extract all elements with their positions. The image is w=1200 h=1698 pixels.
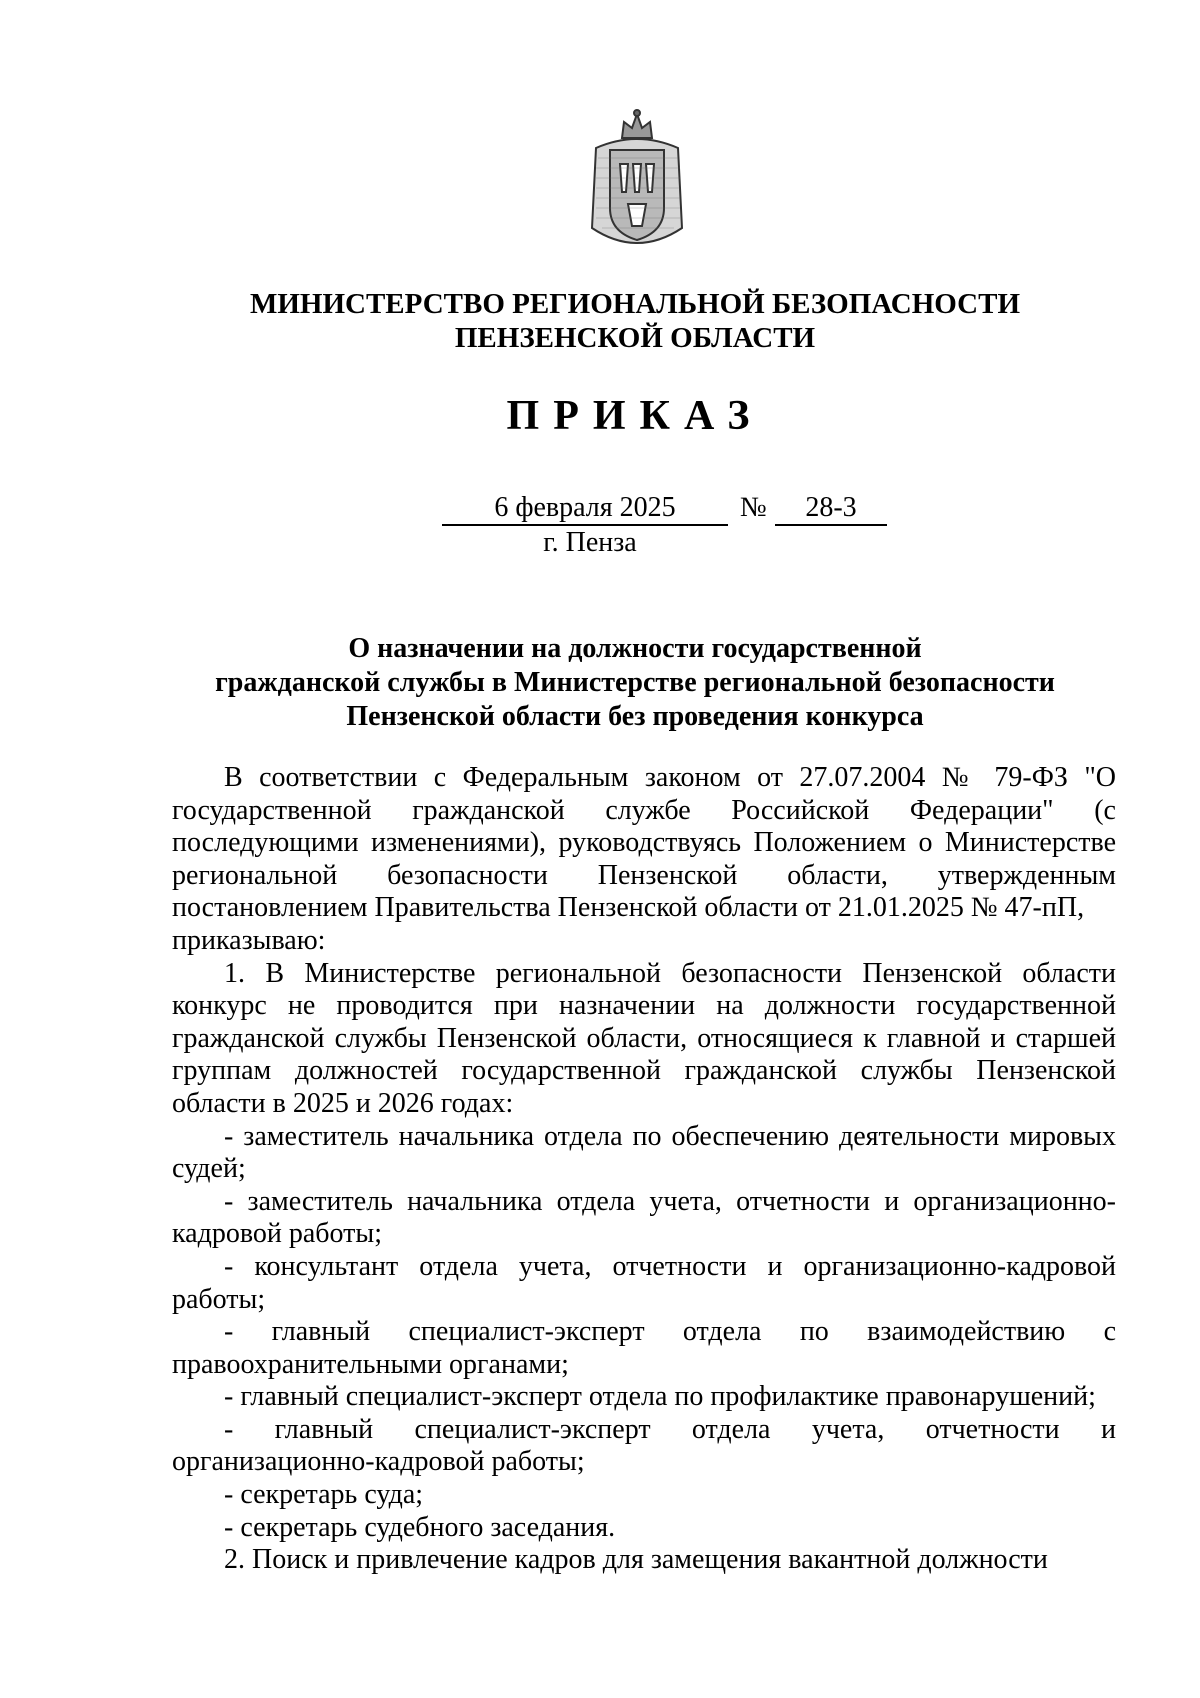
subject-line-3: Пензенской области без проведения конкурса	[346, 701, 924, 732]
organization-name	[0, 287, 1200, 355]
position-item: - консультант отдела учета, отчетности и организационно-кадровой работы;	[172, 1250, 1116, 1315]
preamble-paragraph: В соответствии с Федеральным законом от 27.07.2004 № 79-ФЗ "О государственной гражданской службе Российской Федерации" (с последующими изменениями), руководствуясь Положением о Министерстве региональной безопасности Пензенской области, утвержденным постановлением Правительства Пензенской области от 21.01.2025 № 47-пП,	[172, 762, 1116, 924]
order-word: приказываю:	[172, 924, 326, 956]
org-line-1: МИНИСТЕРСТВО РЕГИОНАЛЬНОЙ БЕЗОПАСНОСТИ	[249, 288, 1021, 320]
document-subject	[0, 632, 1200, 734]
subject-line-2: гражданской службы в Министерстве региональной безопасности	[215, 667, 1055, 698]
position-item: - секретарь суда;	[224, 1479, 424, 1511]
position-item: - главный специалист-эксперт отдела учета, отчетности и организационно-кадровой работы;	[172, 1413, 1116, 1478]
document-body	[172, 762, 1116, 1577]
date-number-line	[0, 490, 1200, 526]
position-item: - заместитель начальника отдела по обеспечению деятельности мировых судей;	[172, 1120, 1116, 1185]
position-item: - главный специалист-эксперт отдела по взаимодействию с правоохранительными органами;	[172, 1316, 1116, 1380]
number-sign: №	[740, 492, 767, 523]
position-item: - секретарь судебного заседания.	[224, 1511, 616, 1543]
item-2-paragraph: 2. Поиск и привлечение кадров для замещения вакантной должности	[224, 1544, 1048, 1576]
number-field: 28-3	[775, 490, 887, 526]
item-1-paragraph: 1. В Министерстве региональной безопасности Пензенской области конкурс не проводится при назначении на должности государственной гражданской службы Пензенской области, относящиеся к главной и старшей группам должностей государственной гражданской службы Пензенской области в 2025 и 2026 годах:	[172, 957, 1116, 1119]
date-field: 6 февраля 2025	[442, 490, 728, 526]
document-type-title: ПРИКАЗ	[506, 393, 764, 439]
position-item: - главный специалист-эксперт отдела по профилактике правонарушений;	[224, 1381, 1096, 1413]
org-line-2: ПЕНЗЕНСКОЙ ОБЛАСТИ	[454, 322, 816, 354]
subject-line-1: О назначении на должности государственной	[348, 633, 922, 664]
city: г. Пенза	[543, 527, 637, 558]
coat-of-arms-icon	[582, 108, 692, 258]
position-item: - заместитель начальника отдела учета, отчетности и организационно-кадровой работы;	[172, 1185, 1116, 1250]
